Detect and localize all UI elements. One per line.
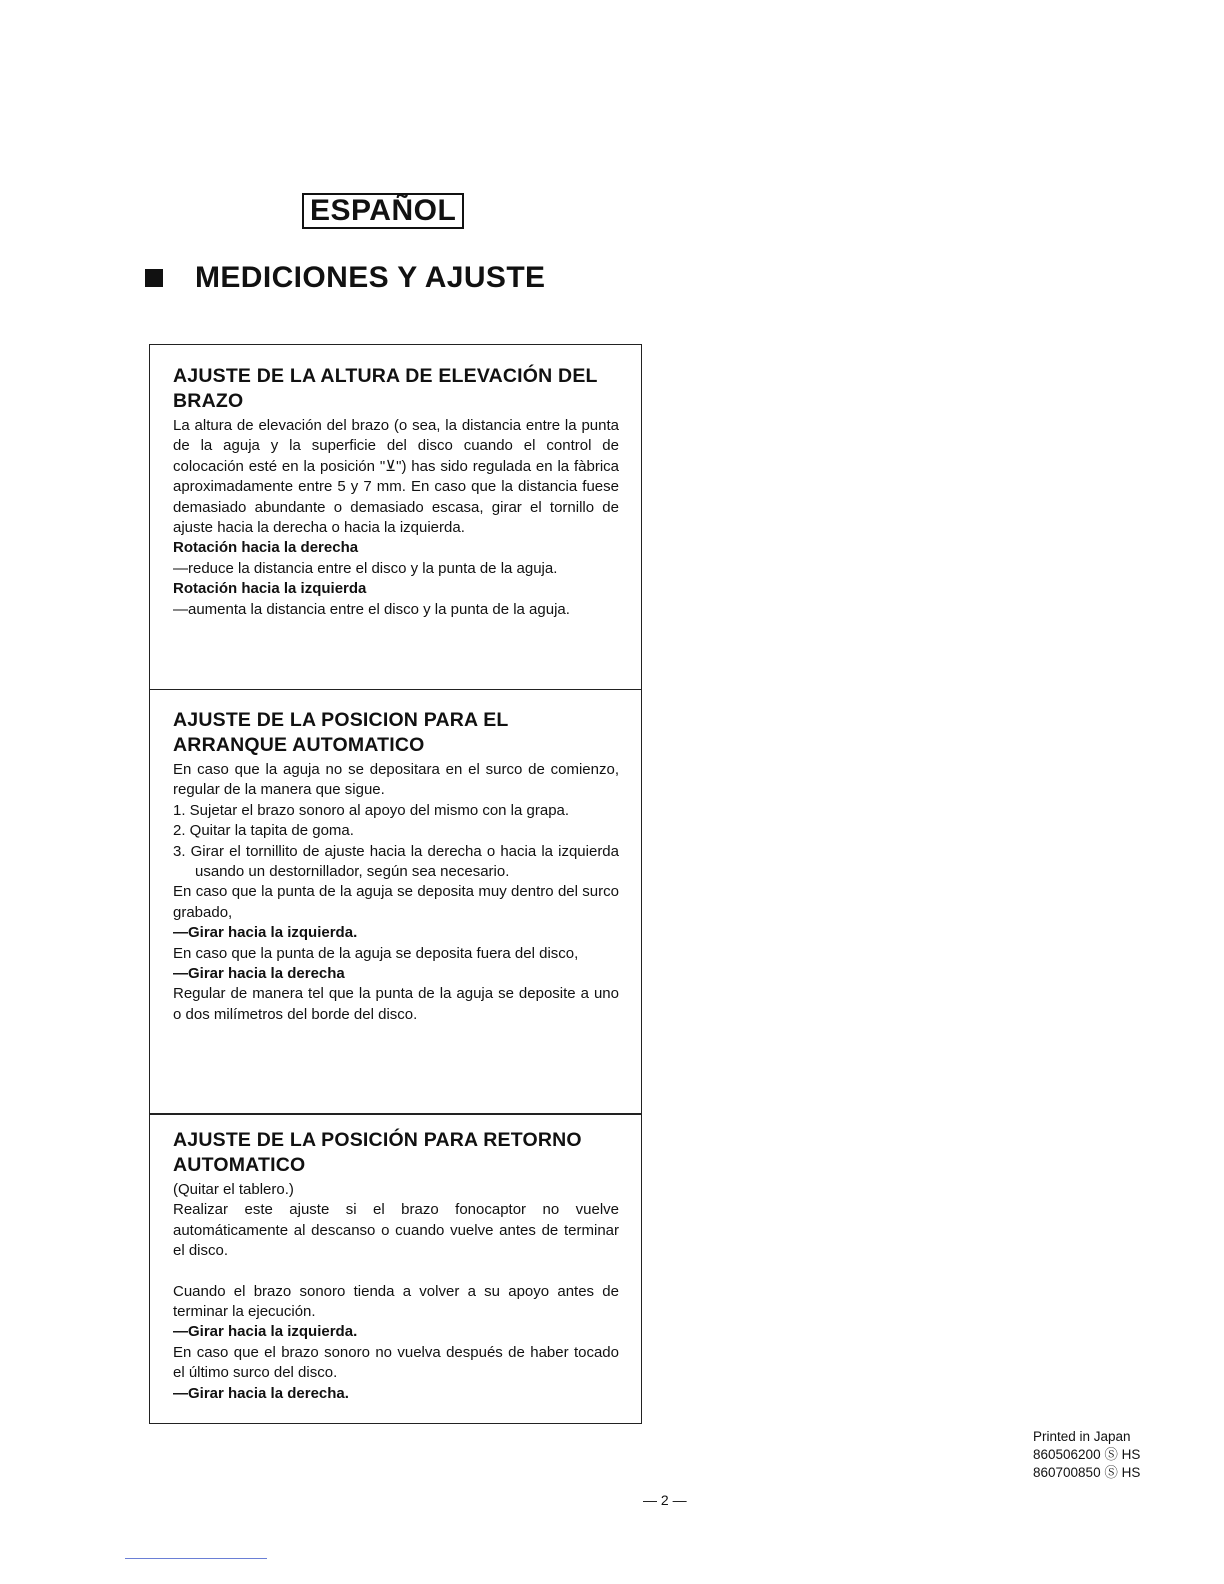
case-text: En caso que el brazo sonoro no vuelva después de haber tocado el último surco del disco. (173, 1343, 619, 1382)
case-text: En caso que la punta de la aguja se deposita muy dentro del surco grabado, (173, 883, 619, 921)
section-auto-start (173, 708, 619, 1025)
catalog-code: 860700850 Ⓢ HS (1033, 1465, 1141, 1480)
section-title: AJUSTE DE LA ALTURA DE ELEVACIÓN DEL BRAZO (173, 365, 598, 412)
main-title-text: MEDICIONES Y AJUSTE (195, 261, 546, 294)
section-title: AJUSTE DE LA POSICIÓN PARA RETORNO AUTOMATICO (173, 1129, 582, 1176)
page-number: — 2 — (643, 1492, 687, 1508)
list-item: 1. Sujetar el brazo sonoro al apoyo del mismo con la grapa. (173, 801, 570, 819)
left-rotation-label: Rotación hacia la izquierda (173, 580, 367, 598)
section-intro: En caso que la aguja no se depositara en el surco de comienzo, regular de la manera que sigue. (173, 761, 619, 799)
list-item: 3. Girar el tornillito de ajuste hacia la derecha o hacia la izquierda usando un destornillador, según sea necesario. (173, 842, 619, 881)
action-text: —Girar hacia la derecha. (173, 1384, 349, 1402)
section-intro: Realizar este ajuste si el brazo fonocaptor no vuelve automáticamente al descanso o cuando vuelve antes de terminar el disco. (173, 1201, 619, 1260)
square-bullet-icon (145, 269, 163, 287)
section-auto-return (173, 1128, 619, 1404)
action-text: —Girar hacia la izquierda. (173, 1323, 358, 1341)
section-body: La altura de elevación del brazo (o sea, la distancia entre la punta de la aguja y la superficie del disco cuando el control de colocación esté en la posición "⊻") has sido regulada en la fàbrica aproximadamente entre 5 y 7 mm. En caso que la distancia fuese demasiado abundante o demasiado escasa, girar el tornillo de ajuste hacia la derecha o hacia la izquierda. (173, 417, 619, 537)
section-lift-height (173, 364, 619, 620)
catalog-code: 860506200 Ⓢ HS (1033, 1447, 1141, 1462)
right-rotation-text: —reduce la distancia entre el disco y la punta de la aguja. (173, 559, 558, 577)
steps-list (173, 801, 619, 883)
language-label: ESPAÑOL (302, 193, 464, 229)
section-note: (Quitar el tablero.) (173, 1181, 294, 1198)
left-rotation-text: —aumenta la distancia entre el disco y la punta de la aguja. (173, 600, 570, 618)
action-text: —Girar hacia la derecha (173, 965, 345, 983)
case-text: En caso que la punta de la aguja se deposita fuera del disco, (173, 944, 579, 962)
divider (125, 1558, 267, 1559)
right-rotation-label: Rotación hacia la derecha (173, 539, 359, 557)
closing-text: Regular de manera tel que la punta de la aguja se deposite a uno o dos milímetros del borde del disco. (173, 985, 619, 1023)
list-item: 2. Quitar la tapita de goma. (173, 822, 354, 840)
print-info (1033, 1428, 1140, 1482)
main-title (145, 258, 545, 298)
section-title: AJUSTE DE LA POSICION PARA EL ARRANQUE AUTOMATICO (173, 709, 509, 756)
action-text: —Girar hacia la izquierda. (173, 924, 358, 942)
printed-in-label: Printed in Japan (1033, 1429, 1131, 1444)
case-text: Cuando el brazo sonoro tienda a volver a su apoyo antes de terminar la ejecución. (173, 1282, 619, 1321)
